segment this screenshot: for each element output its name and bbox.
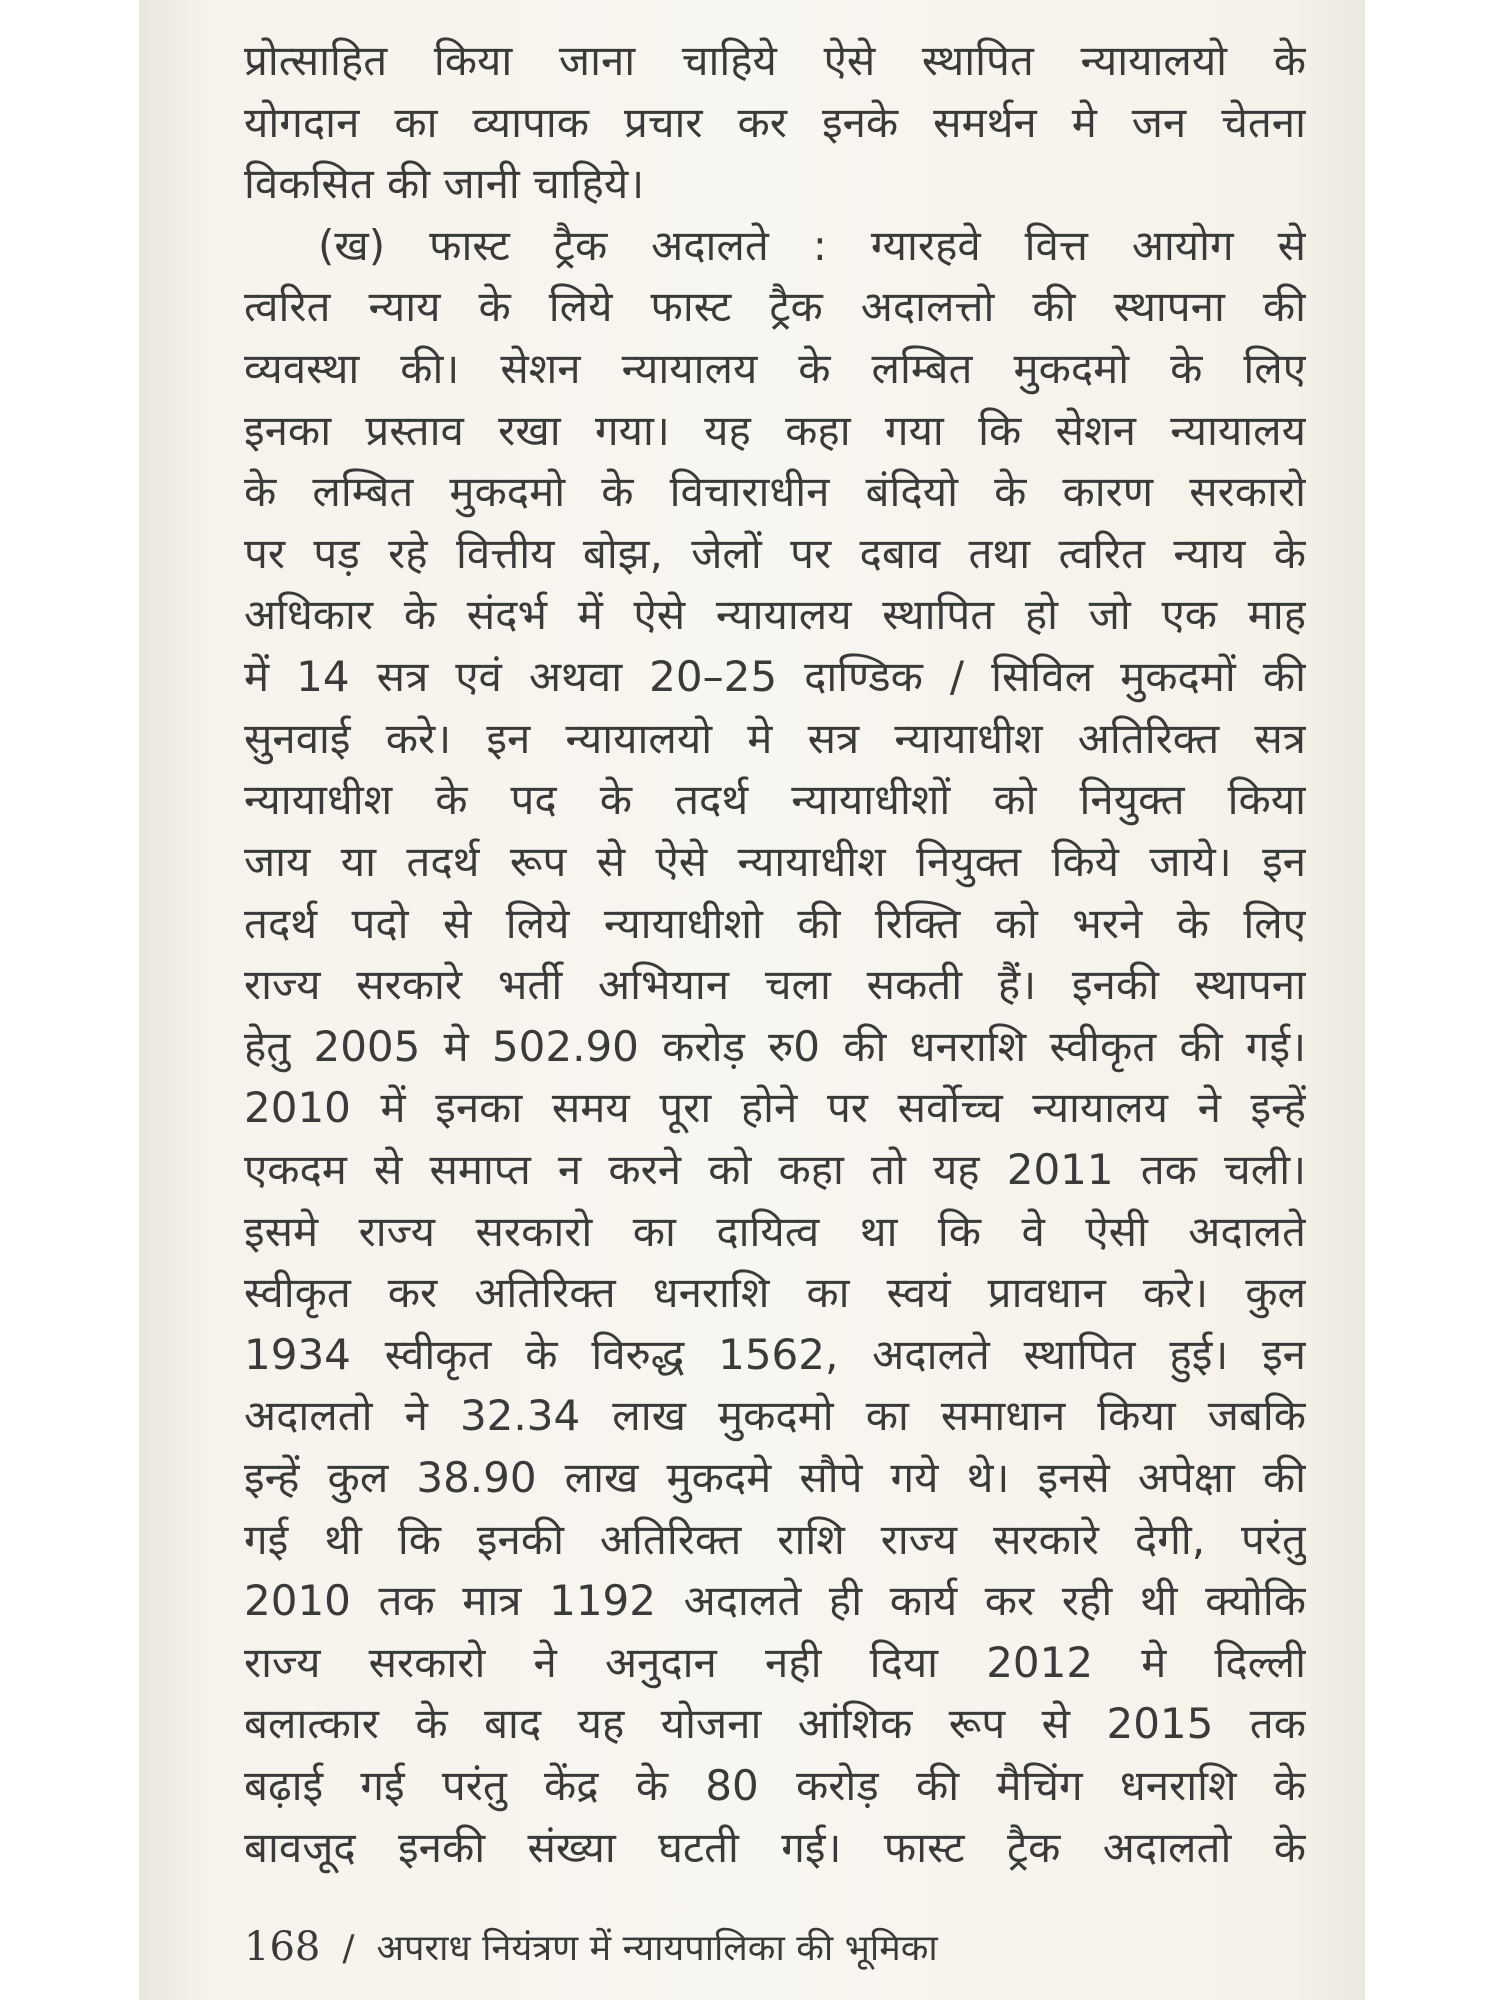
text-line: इसमे राज्य सरकारो का दायित्व था कि वे ऐसी अदालते: [244, 1206, 1306, 1256]
text-line: तदर्थ पदो से लिये न्यायाधीशो की रिक्ति को भरने के लिए: [244, 898, 1306, 948]
book-title: अपराध नियंत्रण में न्यायपालिका की भूमिका: [376, 1928, 938, 1969]
text-line: पर पड़ रहे वित्तीय बोझ, जेलों पर दबाव तथा त्वरित न्याय के: [244, 528, 1306, 578]
text-line: गई थी कि इनकी अतिरिक्त राशि राज्य सरकारे देगी, परंतु: [244, 1514, 1306, 1564]
text-line: इनका प्रस्ताव रखा गया। यह कहा गया कि सेशन न्यायालय: [244, 405, 1306, 455]
text-line: बावजूद इनकी संख्या घटती गई। फास्ट ट्रैक अदालतो के: [244, 1822, 1306, 1872]
text-line: 2010 तक मात्र 1192 अदालते ही कार्य कर रही थी क्योकि: [244, 1576, 1306, 1626]
text-line: राज्य सरकारो ने अनुदान नही दिया 2012 मे दिल्ली: [244, 1637, 1306, 1687]
body-text: [244, 30, 1306, 1878]
text-line: विकसित की जानी चाहिये।: [244, 159, 645, 209]
text-line: व्यवस्था की। सेशन न्यायालय के लम्बित मुकदमो के लिए: [244, 344, 1306, 394]
text-line: अदालतो ने 32.34 लाख मुकदमो का समाधान किया जबकि: [244, 1391, 1306, 1441]
footer-separator: /: [342, 1928, 355, 1969]
text-line: के लम्बित मुकदमो के विचाराधीन बंदियो के कारण सरकारो: [244, 467, 1306, 517]
text-line: जाय या तदर्थ रूप से ऐसे न्यायाधीश नियुक्त किये जाये। इन: [244, 836, 1306, 886]
text-line: योगदान का व्यापाक प्रचार कर इनके समर्थन मे जन चेतना: [244, 97, 1306, 147]
text-line: एकदम से समाप्त न करने को कहा तो यह 2011 तक चली।: [244, 1144, 1306, 1194]
text-line: सुनवाई करे। इन न्यायालयो मे सत्र न्यायाधीश अतिरिक्त सत्र: [244, 713, 1306, 763]
text-line: बढ़ाई गई परंतु केंद्र के 80 करोड़ की मैचिंग धनराशि के: [244, 1761, 1306, 1811]
text-line: त्वरित न्याय के लिये फास्ट ट्रैक अदालत्तो की स्थापना की: [244, 282, 1306, 332]
text-line: हेतु 2005 मे 502.90 करोड़ रु0 की धनराशि स्वीकृत की गई।: [244, 1021, 1306, 1071]
page-footer: [244, 1922, 938, 1971]
text-line: स्वीकृत कर अतिरिक्त धनराशि का स्वयं प्रावधान करे। कुल: [244, 1268, 1306, 1318]
text-line: 2010 में इनका समय पूरा होने पर सर्वोच्च न्यायालय ने इन्हें: [244, 1083, 1306, 1133]
text-line: न्यायाधीश के पद के तदर्थ न्यायाधीशों को नियुक्त किया: [244, 775, 1306, 825]
text-line: इन्हें कुल 38.90 लाख मुकदमे सौपे गये थे। इनसे अपेक्षा की: [244, 1453, 1306, 1503]
page-number: 168: [244, 1924, 321, 1970]
text-line: में 14 सत्र एवं अथवा 20–25 दाण्डिक / सिविल मुकदमों की: [244, 652, 1306, 702]
text-line: 1934 स्वीकृत के विरुद्ध 1562, अदालते स्थापित हुई। इन: [244, 1329, 1306, 1379]
text-line: (ख) फास्ट ट्रैक अदालते : ग्यारहवे वित्त आयोग से: [318, 220, 1306, 270]
text-line: बलात्कार के बाद यह योजना आंशिक रूप से 2015 तक: [244, 1699, 1306, 1749]
text-line: अधिकार के संदर्भ में ऐसे न्यायालय स्थापित हो जो एक माह: [244, 590, 1306, 640]
text-line: राज्य सरकारे भर्ती अभियान चला सकती हैं। इनकी स्थापना: [244, 960, 1306, 1010]
text-line: प्रोत्साहित किया जाना चाहिये ऐसे स्थापित न्यायालयो के: [244, 36, 1306, 85]
